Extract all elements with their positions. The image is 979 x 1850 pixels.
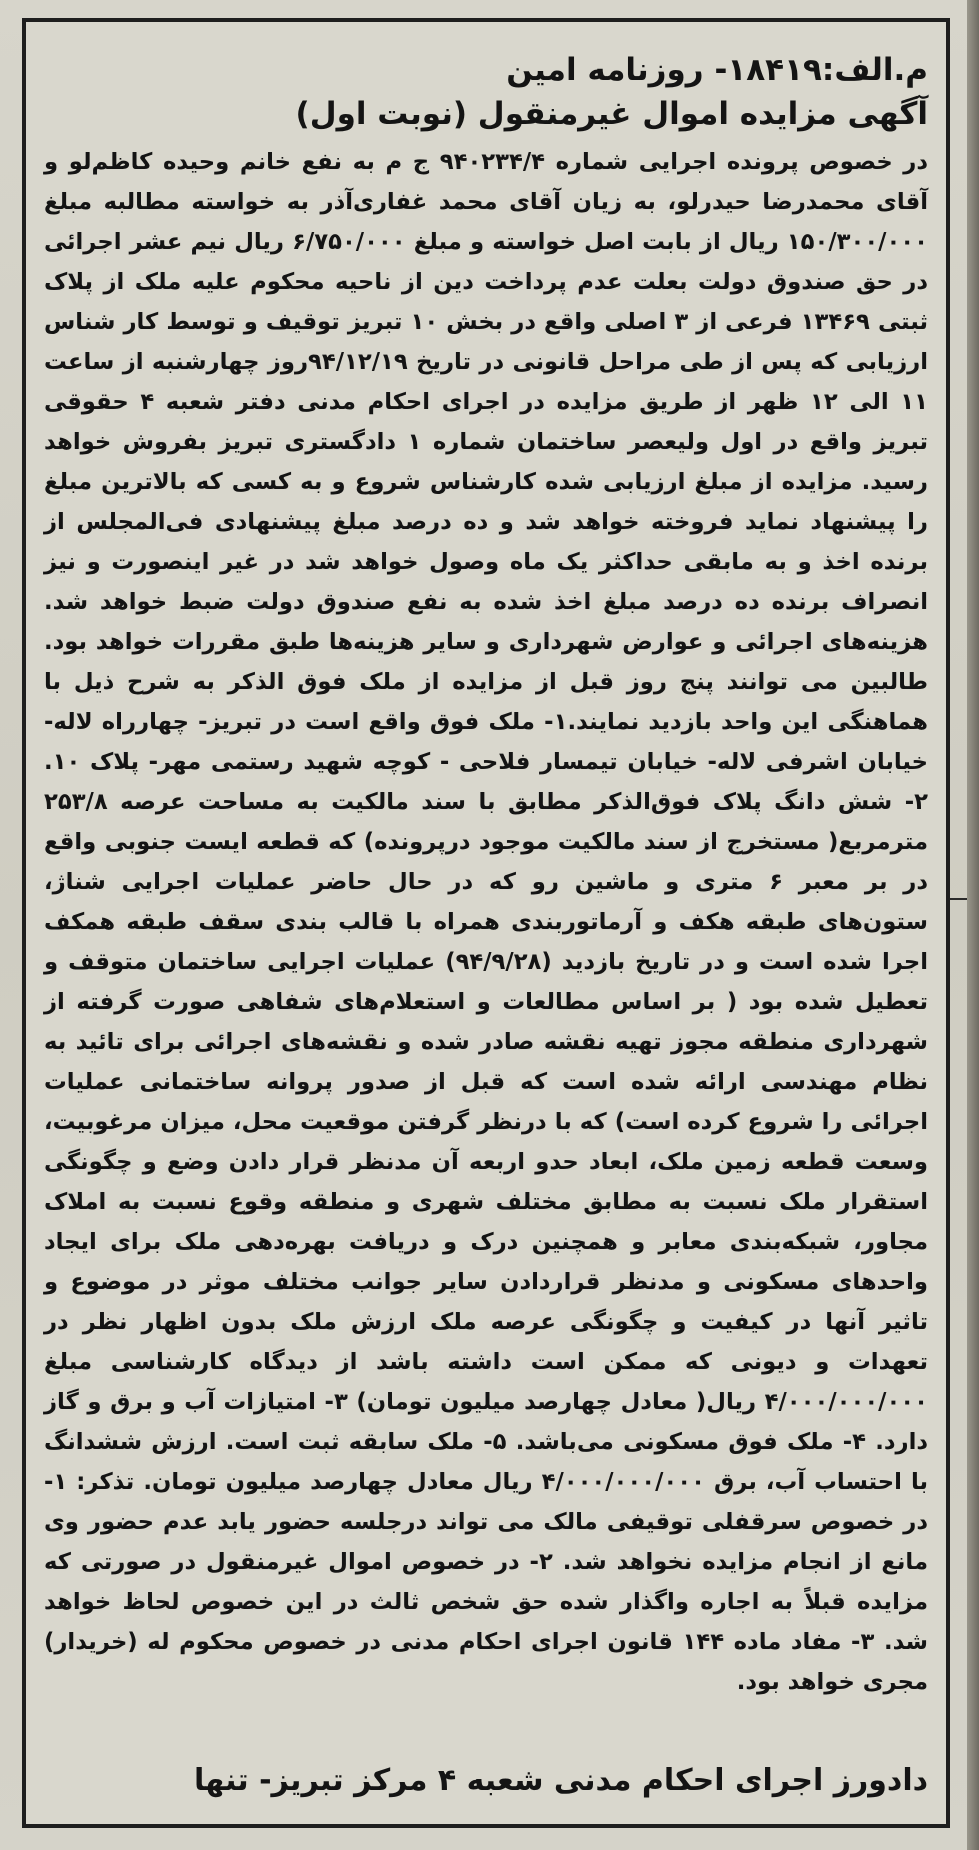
notice-title: آگهی مزایده اموال غیرمنقول (نوبت اول) [295,96,928,132]
newspaper-reference-line: م.الف:۱۸۴۱۹- روزنامه امین [506,52,928,88]
notice-body-text: در خصوص پرونده اجرایی شماره ۹۴۰۲۳۴/۴ ج م به نفع خانم وحیده کاظم‌لو و آقای محمدرضا حیدرلو، به زیان آقای محمد غفاری‌آذر به خواسته مطالبه مبلغ ۱۵۰/۳۰۰/۰۰۰ ریال از بابت اصل خواسته و مبلغ ۶/۷۵۰/۰۰۰ ریال نیم عشر اجرائی در حق صندوق دولت بعلت عدم پرداخت دین از ناحیه محکوم علیه ملک از پلاک ثبتی ۱۳۴۶۹ فرعی از ۳ اصلی واقع در بخش ۱۰ تبریز توقیف و توسط کار شناس ارزیابی که پس از طی مراحل قانونی در تاریخ ۹۴/۱۲/۱۹روز چهارشنبه از ساعت ۱۱ الی ۱۲ ظهر از طریق مزایده در اجرای احکام مدنی دفتر شعبه ۴ حقوقی تبریز واقع در اول ولیعصر ساختمان شماره ۱ دادگستری تبریز بفروش خواهد رسید. مزایده از مبلغ ارزیابی شده کارشناس شروع و به کسی که بالاترین مبلغ را پیشنهاد نماید فروخته خواهد شد و ده درصد مبلغ پیشنهادی فی‌المجلس از برنده اخذ و به مابقی حداکثر یک ماه وصول خواهد شد در غیر اینصورت و نیز انصراف برنده ده درصد مبلغ اخذ شده به نفع صندوق دولت ضبط خواهد شد. هزینه‌های اجرائی و عوارض شهرداری و سایر هزینه‌ها طبق مقررات خواهد بود. طالبین می توانند پنج روز قبل از مزایده از ملک فوق الذکر به شرح ذیل با هماهنگی این واحد بازدید نمایند.۱- ملک فوق واقع است در تبریز- چهارراه لاله- خیابان اشرفی لاله- خیابان تیمسار فلاحی - کوچه شهید رستمی مهر- پلاک ۱۰. ۲- شش دانگ پلاک فوق‌الذکر مطابق با سند مالکیت به مساحت عرصه ۲۵۳/۸ مترمربع( مستخرج از سند مالکیت موجود درپرونده) که قطعه ایست جنوبی واقع در بر معبر ۶ متری و ماشین رو که در حال حاضر عملیات اجرایی شناژ، ستون‌های طبقه هکف و آرماتوربندی همراه با قالب بندی سقف طبقه همکف اجرا شده است و در تاریخ بازدید (۹۴/۹/۲۸) عملیات اجرایی ساختمان متوقف و تعطیل شده بود ( بر اساس مطالعات و استعلام‌های شفاهی صورت گرفته از شهرداری منطقه مجوز تهیه نقشه صادر شده و نقشه‌های اجرائی برای تائید به نظام مهندسی ارائه شده است که قبل از صدور پروانه ساختمانی عملیات اجرائی را شروع کرده است) که با درنظر گرفتن موقعیت محل، میزان مرغوبیت، وسعت قطعه زمین ملک، ابعاد حدو اربعه آن مدنظر قرار دادن وضع و چگونگی استقرار ملک نسبت به مطابق مختلف شهری و منطقه وقوع نسبت به املاک مجاور، شبکه‌بندی معابر و همچنین درک و دریافت بهره‌دهی ملک برای ایجاد واحدهای مسکونی و مدنظر قراردادن سایر جوانب مختلف موثر در موضوع و تاثیر آنها در کیفیت و چگونگی عرصه ملک ارزش ملک بدون اظهار نظر در تعهدات و دیونی که ممکن است داشته باشد از دیدگاه کارشناسی مبلغ ۴/۰۰۰/۰۰۰/۰۰۰ ریال( معادل چهارصد میلیون تومان) ۳- امتیازات آب و برق و گاز دارد. ۴- ملک فوق مسکونی می‌باشد. ۵- ملک سابقه ثبت است. ارزش ششدانگ با احتساب آب، برق ۴/۰۰۰/۰۰۰/۰۰۰ ریال معادل چهارصد میلیون تومان. تذکر: ۱- در خصوص سرقفلی توقیفی مالک می تواند درجلسه حضور یابد عدم حضور وی مانع از انجام مزایده نخواهد شد. ۲- در خصوص اموال غیرمنقول در صورتی که مزایده قبلاً به اجاره واگذار شده حق شخص ثالث در این خصوص لحاظ خواهد شد. ۳- مفاد ماده ۱۴۴ قانون اجرای احکام مدنی در خصوص محکوم له (خریدار) مجری خواهد بود. [44,149,929,1695]
auction-notice-box [22,18,950,1828]
column-divider-tick [949,898,967,900]
notice-content [44,48,928,1804]
notice-signature: دادورز اجرای احکام مدنی شعبه ۴ مرکز تبریز- تنها [194,1763,928,1798]
adjacent-column-edge [967,0,979,1850]
